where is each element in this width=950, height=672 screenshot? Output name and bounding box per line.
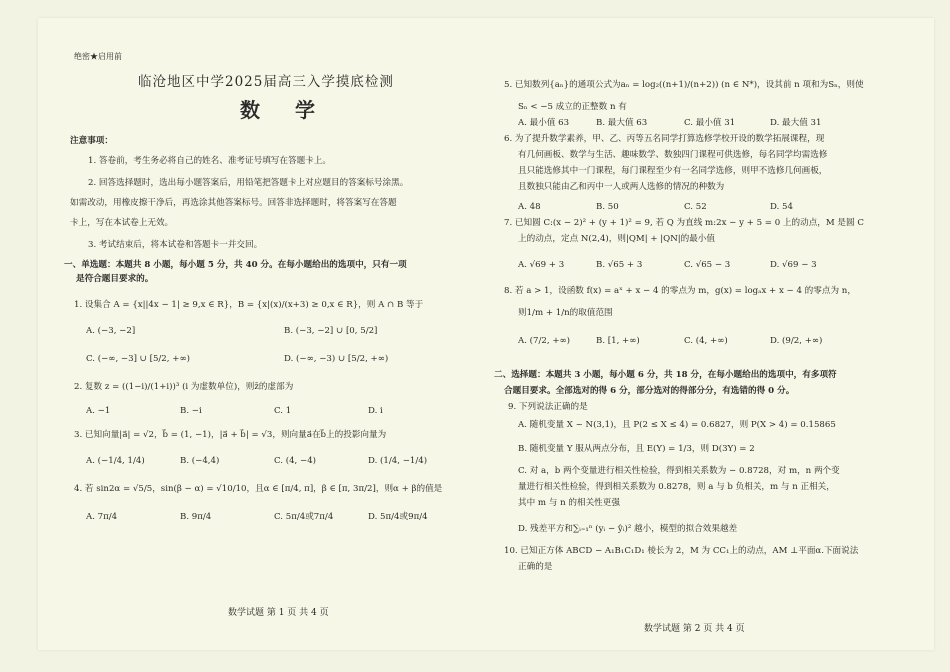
q8-option-c: C. (4, +∞) [684,336,728,346]
q5-option-b: B. 最大值 63 [596,118,648,128]
q3-option-b: B. (−4,4) [180,456,220,466]
q2-option-d: D. i [368,406,383,416]
q7-option-d: D. √69 − 3 [770,260,817,270]
q1-option-b: B. (−3, −2] ∪ [0, 5/2] [284,326,378,336]
q6-option-b: B. 50 [596,202,619,212]
q6-option-d: D. 54 [770,202,793,212]
q1-option-c: C. (−∞, −3] ∪ [5/2, +∞) [86,354,190,364]
question-1: 1. 设集合 A = {x||4x − 1| ≥ 9,x ∈ R}，B = {x|(x)/(x+3) ≥ 0,x ∈ R}，则 A ∩ B 等于 [74,300,424,310]
section-1-heading-cont: 是符合题目要求的。 [76,274,154,284]
notice-2: 2. 回答选择题时，选出每小题答案后，用铅笔把答题卡上对应题目的答案标号涂黑。 [88,178,409,188]
q3-option-d: D. (1/4, −1/4) [368,456,428,466]
question-5: 5. 已知数列{aₙ}的通项公式为aₙ = log₂((n+1)/(n+2)) (n ∈ N*)，设其前 n 项和为Sₙ，则使 [504,80,864,90]
question-3: 3. 已知向量|a⃗| = √2，b⃗ = (1, −1)，|a⃗ + b⃗| = √3，则向量a⃗在b⃗上的投影向量为 [74,430,387,440]
q6-option-c: C. 52 [684,202,707,212]
q8-option-a: A. (7/2, +∞) [518,336,571,346]
notice-heading: 注意事项： [70,136,113,146]
question-8: 8. 若 a > 1，设函数 f(x) = aˣ + x − 4 的零点为 m，g(x) = logₐx + x − 4 的零点为 n， [504,286,856,296]
question-6-line-3: 且只能选修其中一门课程，每门课程至少有一名同学选修，则甲不选修几何画板， [518,166,828,176]
q4-option-a: A. 7π/4 [86,512,118,522]
q9-option-c-line-2: 量进行相关性检验，得到相关系数为 0.8278，则 a 与 b 负相关，m 与 n 正相关， [518,482,835,492]
question-6-line-2: 有几何画板、数学与生活、趣味数学、数独四门课程可供选修，每名同学均需选修 [518,150,828,160]
q6-option-a: A. 48 [518,202,541,212]
q9-option-c: C. 对 a，b 两个变量进行相关性检验，得到相关系数为 − 0.8728，对 m，n 两个变 [518,466,840,476]
section-2-heading-cont: 合题目要求。全部选对的得 6 分，部分选对的得部分分，有选错的得 0 分。 [504,386,795,396]
page-1-footer: 数学试题 第 1 页 共 4 页 [228,608,329,618]
notice-3: 3. 考试结束后，将本试卷和答题卡一并交回。 [88,240,263,250]
q5-option-a: A. 最小值 63 [518,118,570,128]
notice-1: 1. 答卷前，考生务必将自己的姓名、准考证号填写在答题卡上。 [88,156,331,166]
q3-option-a: A. (−1/4, 1/4) [86,456,145,466]
q7-option-c: C. √65 − 3 [684,260,731,270]
q9-option-c-line-3: 其中 m 与 n 的相关性更强 [518,498,620,508]
section-2-heading: 二、选择题：本题共 3 小题，每小题 6 分，共 18 分，在每小题给出的选项中，有多项符 [494,370,837,380]
notice-2-end: 卡上，写在本试卷上无效。 [70,218,174,228]
q4-option-d: D. 5π/4或9π/4 [368,512,428,522]
question-9: 9. 下列说法正确的是 [508,402,588,412]
exam-title: 临沧地区中学2025届高三入学摸底检测 [138,74,394,90]
question-10: 10. 已知正方体 ABCD − A₁B₁C₁D₁ 棱长为 2，M 为 CC₁上的动点，AM ⊥平面α.下面说法 [504,546,859,556]
exam-sheet [38,18,934,650]
q7-option-b: B. √65 + 3 [596,260,643,270]
question-6: 6. 为了提升数学素养，甲、乙、丙等五名同学打算选修学校开设的数学拓展课程，现 [504,134,825,144]
q4-option-c: C. 5π/4或7π/4 [274,512,334,522]
q7-option-a: A. √69 + 3 [518,260,565,270]
q4-option-b: B. 9π/4 [180,512,212,522]
question-10-cont: 正确的是 [518,562,553,572]
question-7-cont: 上的动点，定点 N(2,4)，则|QM| + |QN|的最小值 [518,234,715,244]
q9-option-b: B. 随机变量 Y 服从两点分布，且 E(Y) = 1/3，则 D(3Y) = 2 [518,444,755,454]
q8-option-b: B. [1, +∞) [596,336,640,346]
q2-option-c: C. 1 [274,406,292,416]
q3-option-c: C. (4, −4) [274,456,317,466]
question-2: 2. 复数 z = ((1−i)/(1+i))³ (i 为虚数单位)，则z̄的虚部为 [74,382,294,392]
question-6-line-4: 且数独只能由乙和丙中一人或两人选修的情况的种数为 [518,182,725,192]
q2-option-a: A. −1 [86,406,111,416]
q1-option-a: A. (−3, −2] [86,326,136,336]
question-5-cont: Sₙ < −5 成立的正整数 n 有 [518,102,627,112]
q5-option-d: D. 最大值 31 [770,118,822,128]
q5-option-c: C. 最小值 31 [684,118,736,128]
question-7: 7. 已知圆 C:(x − 2)² + (y + 1)² = 9, 若 Q 为直线 m:2x − y + 5 = 0 上的动点，M 是圆 C [504,218,864,228]
question-8-cont: 则1/m + 1/n的取值范围 [518,308,613,318]
q9-option-d: D. 残差平方和∑ᵢ₌₁ⁿ (yᵢ − ŷᵢ)² 越小，模型的拟合效果越差 [518,524,738,534]
q2-option-b: B. −i [180,406,202,416]
page-2-footer: 数学试题 第 2 页 共 4 页 [644,624,745,634]
q8-option-d: D. (9/2, +∞) [770,336,823,346]
question-4: 4. 若 sin2α = √5/5，sin(β − α) = √10/10，且α ∈ [π/4, π]，β ∈ [π, 3π/2]，则α + β的值是 [74,484,443,494]
subject-title: 数 学 [240,98,329,122]
section-1-heading: 一、单选题：本题共 8 小题，每小题 5 分，共 40 分。在每小题给出的选项中，只有一项 [64,260,407,270]
notice-2-cont: 如需改动，用橡皮擦干净后，再选涂其他答案标号。回答非选择题时，将答案写在答题 [70,198,397,208]
q9-option-a: A. 随机变量 X ~ N(3,1)，且 P(2 ≤ X ≤ 4) = 0.6827，则 P(X > 4) = 0.15865 [518,420,836,430]
secret-label: 绝密★启用前 [74,52,122,61]
q1-option-d: D. (−∞, −3) ∪ [5/2, +∞) [284,354,389,364]
